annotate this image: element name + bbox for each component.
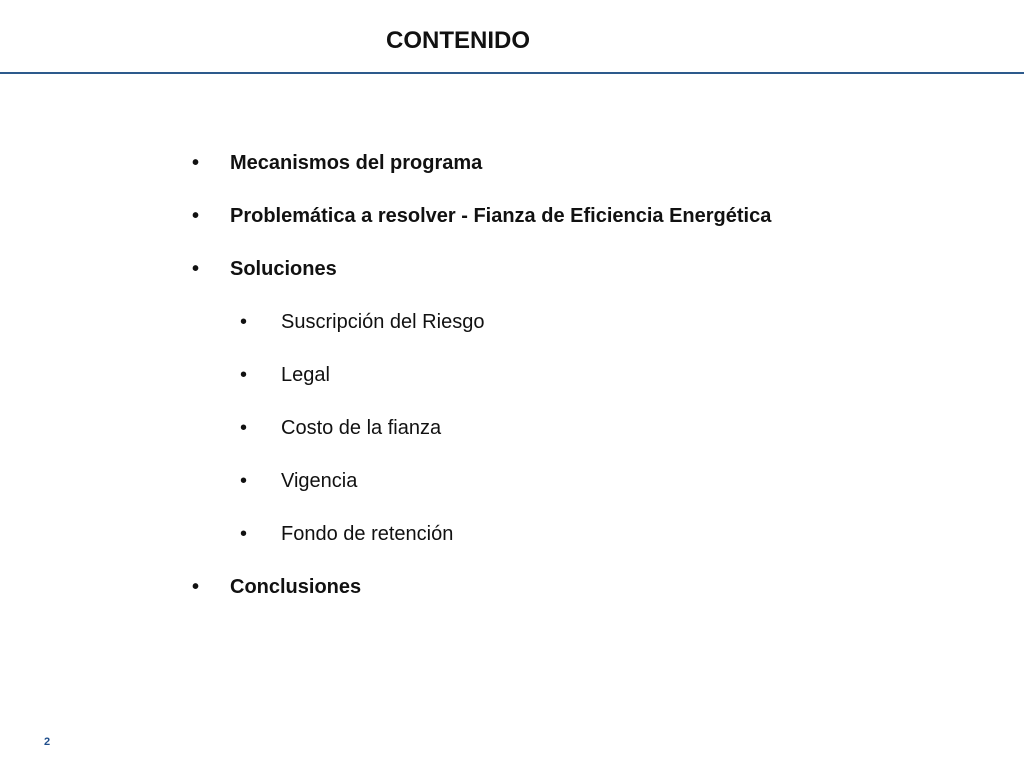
- bullet-icon: •: [192, 258, 200, 280]
- list-item: [192, 574, 361, 600]
- list-item-label: Suscripción del Riesgo: [281, 311, 485, 333]
- page-number: 2: [44, 736, 51, 748]
- list-item-label: Problemática a resolver - Fianza de Eficiencia Energética: [230, 205, 772, 227]
- list-item: [240, 362, 330, 388]
- list-item-label: Vigencia: [281, 470, 358, 492]
- list-item-label: Conclusiones: [230, 576, 362, 598]
- bullet-icon: •: [240, 417, 248, 439]
- list-item-label: Legal: [281, 364, 330, 386]
- bullet-icon: •: [240, 364, 248, 386]
- bullet-icon: •: [240, 523, 248, 545]
- list-item: [240, 521, 453, 547]
- bullet-icon: •: [192, 152, 200, 174]
- slide-title: CONTENIDO: [386, 27, 530, 54]
- bullet-icon: •: [240, 470, 248, 492]
- list-item: [240, 468, 357, 494]
- list-item: [192, 256, 337, 282]
- list-item-label: Soluciones: [230, 258, 337, 280]
- list-item-label: Fondo de retención: [281, 523, 454, 545]
- list-item: [192, 150, 482, 176]
- list-item-label: Costo de la fianza: [281, 417, 442, 439]
- list-item: [192, 203, 771, 229]
- bullet-icon: •: [192, 205, 200, 227]
- list-item: [240, 309, 484, 335]
- bullet-icon: •: [240, 311, 248, 333]
- list-item: [240, 415, 441, 441]
- bullet-icon: •: [192, 576, 200, 598]
- list-item-label: Mecanismos del programa: [230, 152, 483, 174]
